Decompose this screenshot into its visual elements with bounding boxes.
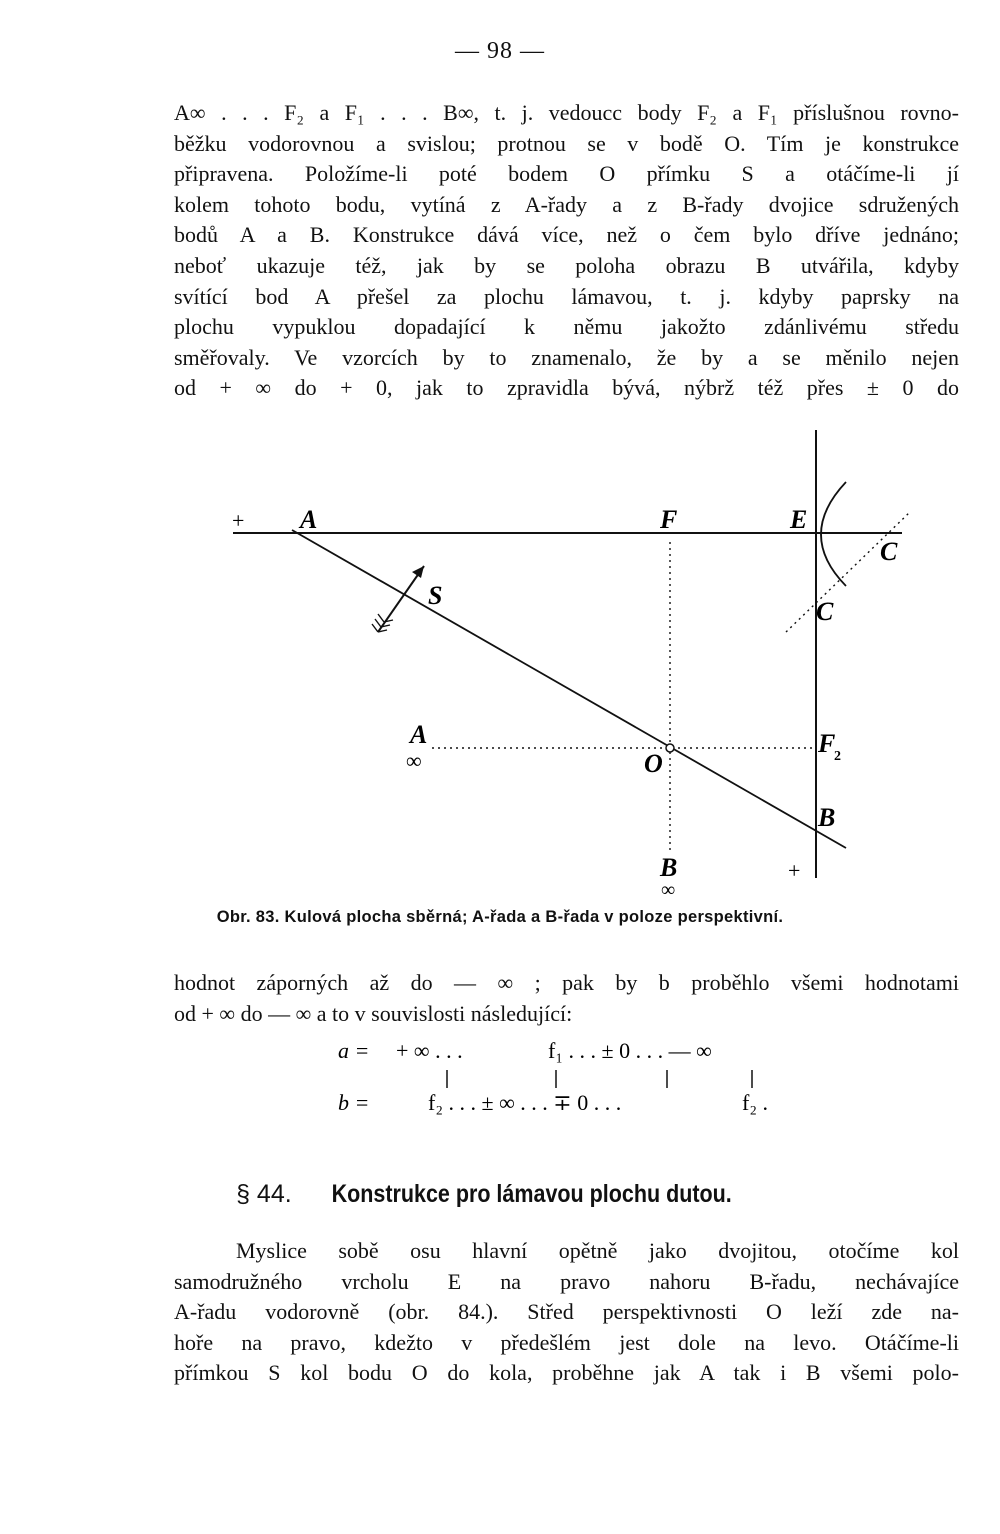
text-line: od + ∞ do — ∞ a to v souvislosti následující: [174,1000,573,1026]
text-line: A-řadu vodorovně (obr. 84.). Střed perspektivnosti O leží zde na- [174,1299,959,1325]
text-line: kolem tohoto bodu, vytíná z A-řady a z B-řady dvojice sdružených [174,191,959,217]
page-number: — 98 — [455,38,545,64]
text-line: neboť ukazuje též, jak by se poloha obrazu B utvářila, kdyby [174,252,959,278]
label-plus-right: + [788,858,801,883]
label-a-inf-letter: A [410,720,428,749]
section-number: § 44. [236,1180,292,1208]
text-line: směřovaly. Ve vzorcích by to znamenalo, že by a se měnilo nejen [174,344,959,370]
label-b-inf-letter: B [660,853,678,882]
line-s [292,530,846,848]
label-plus-left: + [232,508,245,533]
formula-a-term-2: f₁ . . . ± 0 . . . — ∞ [548,1038,712,1063]
text-line: přímkou S kol bodu O do kola, proběhne jak A tak i B všemi polo- [174,1360,959,1386]
text-line: A∞ . . . F₂ a F₁ . . . B∞, t. j. vedoucc body F₂ a F₁ příslušnou rovno- [174,100,959,125]
label-f: F [660,505,678,534]
label-s: S [428,581,443,610]
text-line: samodružného vrcholu E na pravo nahoru B-řadu, nechávajíce [174,1268,959,1294]
text-line: hoře na pravo, kdežto v předešlém jest dole na levo. Otáčíme-li [174,1329,959,1355]
formula-b-term-2: f₂ . [742,1090,768,1115]
paragraph-2 [174,968,959,1029]
label-b: B [818,803,836,832]
label-o: O [644,749,663,778]
paragraph-3 [174,1236,959,1389]
text-line: běžku vodorovnou a svislou; protnou se v bodě O. Tím je konstrukce [174,130,959,156]
text-line: od + ∞ do + 0, jak to zpravidla bývá, nýbrž též přes ± 0 do [174,375,959,401]
section-title: Konstrukce pro lámavou plochu dutou. [331,1180,732,1208]
label-c-inner: C [816,597,834,626]
label-f2-letter: F [818,729,836,758]
text-line: Myslice sobě osu hlavní opětně jako dvojitou, otočíme kol [236,1238,959,1263]
section-heading [0,1180,1000,1209]
text-line: svítící bod A přešel za plochu lámavou, t. j. kdyby paprsky na [174,283,959,309]
text-line: připravena. Položíme-li poté bodem O přímku S a otáčíme-li jí [174,161,959,187]
label-a: A [300,505,318,534]
label-e: E [790,505,808,534]
point-o [666,744,674,752]
text-line: plochu vypuklou dopadající k němu jakožto zdánlivému středu [174,314,959,340]
rotation-arrow-icon [372,566,424,632]
label-c-outer: C [880,537,898,566]
figure-caption: Obr. 83. Kulová plocha sběrná; A-řada a B-řada v poloze perspektivní. [216,908,784,926]
formula-a-term-1: + ∞ . . . [396,1038,463,1063]
label-b-inf-symbol: ∞ [661,879,676,901]
formula-b-lhs: b = [338,1090,370,1115]
formula-a-lhs: a = [338,1038,370,1063]
label-a-inf-symbol: ∞ [406,748,422,773]
label-f2-subscript: 2 [834,749,841,764]
text-line: bodů A a B. Konstrukce dává více, než o čem bylo dříve jednáno; [174,222,959,248]
formula-b-term-1: f₂ . . . ± ∞ . . . ∓ 0 . . . [428,1090,622,1115]
text-line: hodnot záporných až do — ∞ ; pak by b proběhlo všemi hodnotami [174,970,959,995]
